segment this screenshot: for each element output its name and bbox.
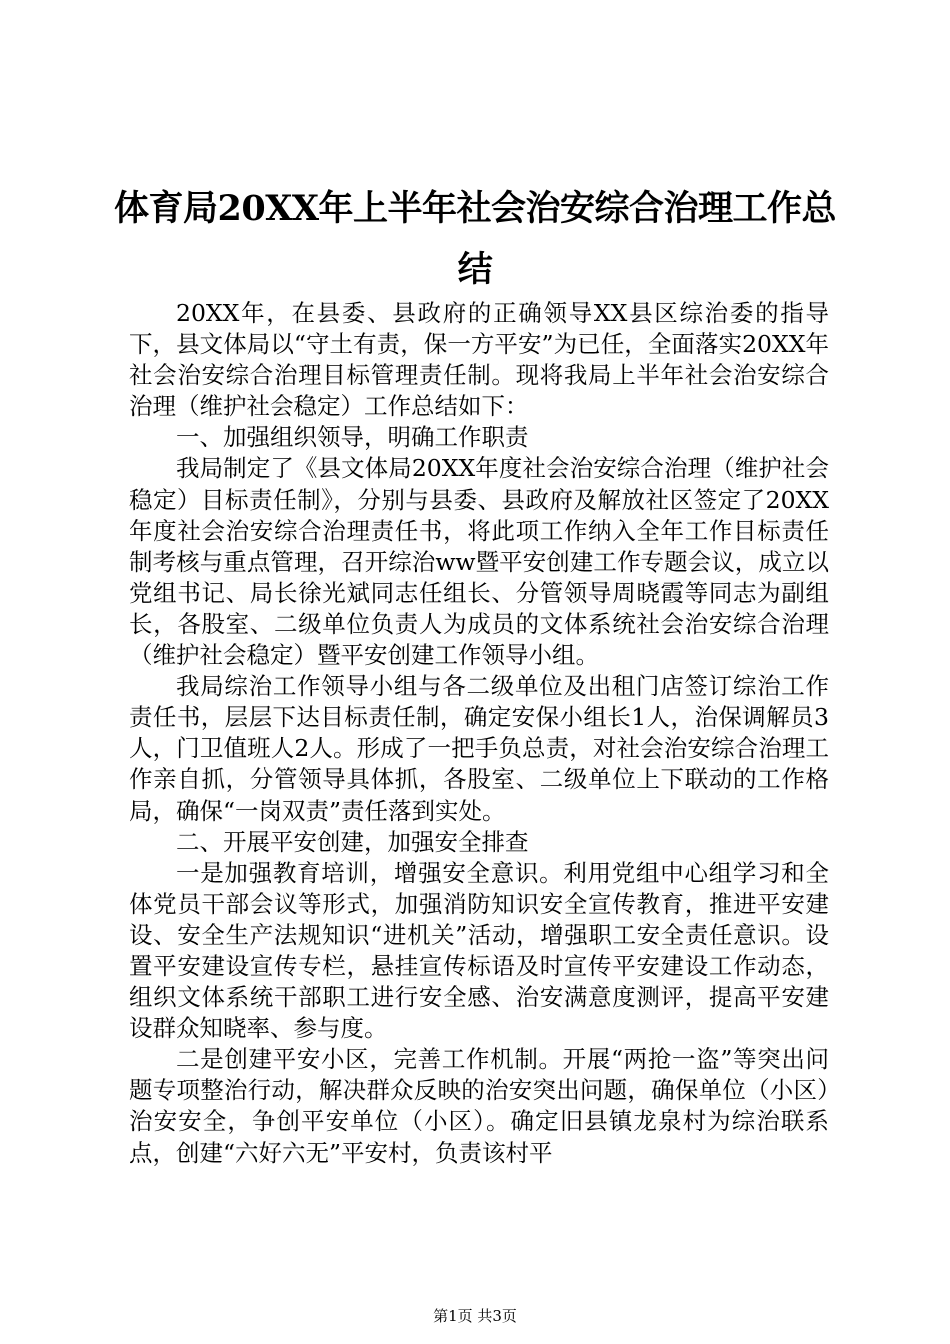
page-footer: 第1页 共3页 [433, 1307, 517, 1325]
paragraph: 一是加强教育培训，增强安全意识。利用党组中心组学习和全体党员干部会议等形式，加强消防知识安全宣传教育，推进平安建设、安全生产法规知识“进机关”活动，增强职工安全责任意识。设置平安建设宣传专栏，悬挂宣传标语及时宣传平安建设工作动态，组织文体系统干部职工进行安全感、治安满意度测评，提高平安建设群众知晓率、参与度。 [129, 858, 829, 1043]
document-body [129, 298, 829, 1169]
section-heading: 二、开展平安创建，加强安全排查 [176, 827, 529, 856]
paragraph: 我局综治工作领导小组与各二级单位及出租门店签订综治工作责任书，层层下达目标责任制，确定安保小组长1人，治保调解员3人，门卫值班人2人。形成了一把手负总责，对社会治安综合治理工作亲自抓，分管领导具体抓，各股室、二级单位上下联动的工作格局，确保“一岗双责”责任落到实处。 [129, 672, 829, 825]
paragraph: 我局制定了《县文体局20XX年度社会治安综合治理（维护社会稳定）目标责任制》，分别与县委、县政府及解放社区签定了20XX年度社会治安综合治理责任书，将此项工作纳入全年工作目标责任制考核与重点管理，召开综治ww暨平安创建工作专题会议，成立以党组书记、局长徐光斌同志任组长、分管领导周晓霞等同志为副组长，各股室、二级单位负责人为成员的文体系统社会治安综合治理（维护社会稳定）暨平安创建工作领导小组。 [129, 454, 829, 670]
paragraph: 20XX年，在县委、县政府的正确领导XX县区综治委的指导下，县文体局以“守土有责，保一方平安”为已任，全面落实20XX年社会治安综合治理目标管理责任制。现将我局上半年社会治安综合治理（维护社会稳定）工作总结如下： [129, 299, 829, 421]
document-title: 体育局20XX年上半年社会治安综合治理工作总结 [113, 188, 837, 290]
section-heading: 一、加强组织领导，明确工作职责 [176, 423, 529, 452]
paragraph: 二是创建平安小区，完善工作机制。开展“两抢一盗”等突出问题专项整治行动，解决群众反映的治安突出问题，确保单位（小区）治安安全，争创平安单位（小区）。确定旧县镇龙泉村为综治联系点，创建“六好六无”平安村，负责该村平 [129, 1045, 829, 1167]
